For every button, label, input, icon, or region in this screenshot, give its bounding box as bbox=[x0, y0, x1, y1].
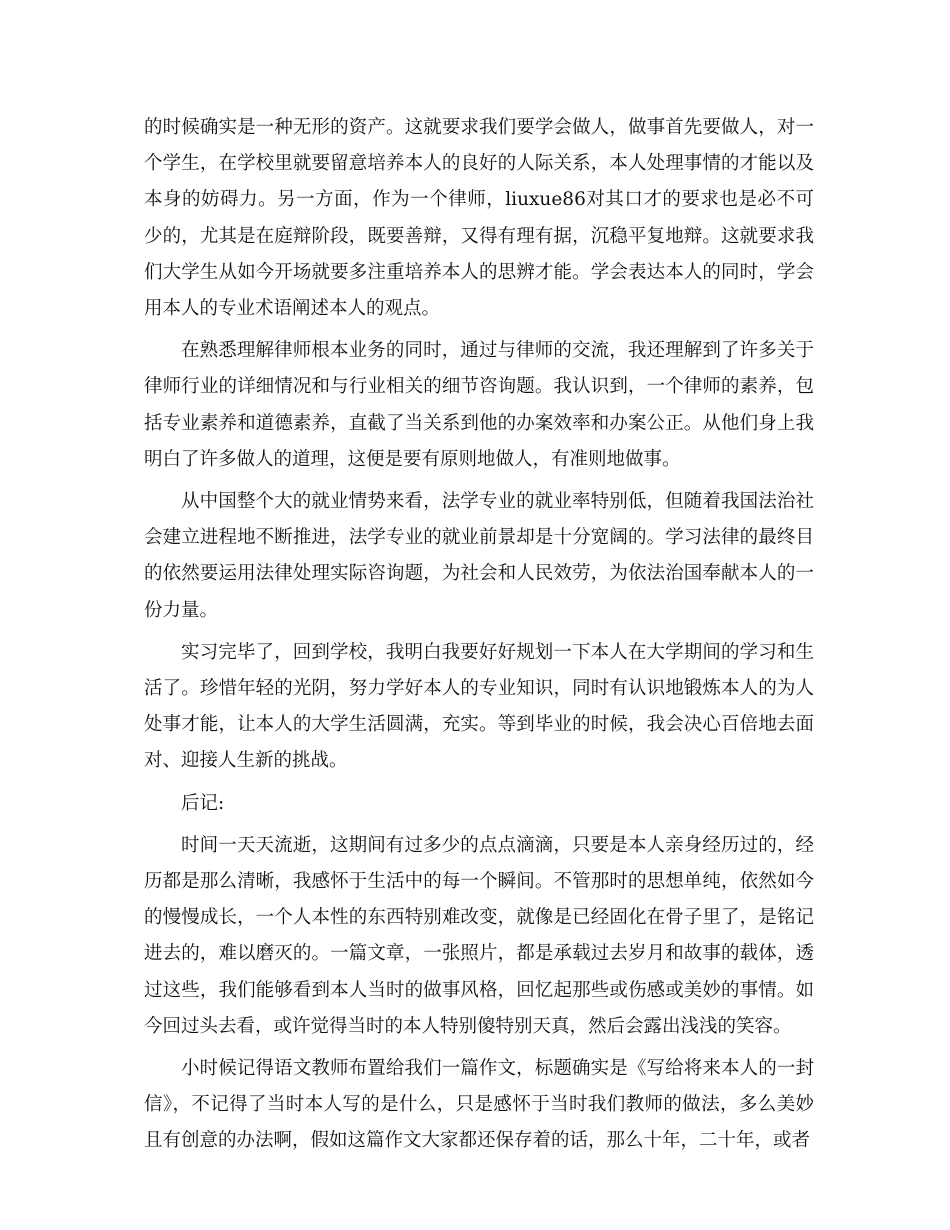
paragraph-internship-end: 实习完毕了，回到学校，我明白我要好好规划一下本人在大学期间的学习和生活了。珍惜年轻的光阴，努力学好本人的专业知识，同时有认识地锻炼本人的为人处事才能，让本人的大学生活圆满，充实。等到毕业的时候，我会决心百倍地去面对、迎接人生新的挑战。 bbox=[144, 641, 814, 772]
paragraph-employment: 从中国整个大的就业情势来看，法学专业的就业率特别低，但随着我国法治社会建立进程地不断推进，法学专业的就业前景却是十分宽阔的。学习法律的最终目的依然要运用法律处理实际咨询题，为社会和人民效劳，为依法治国奉献本人的一份力量。 bbox=[144, 491, 814, 621]
paragraph-childhood-essay: 小时候记得语文教师布置给我们一篇作文，标题确实是《写给将来本人的一封信》，不记得了当时本人写的是什么，只是感怀于当时我们教师的做法，多么美妙且有创意的办法啊，假如这篇作文大家都还保存着的话，那么十年，二十年，或者 bbox=[144, 1058, 814, 1152]
paragraph-continued: 的时候确实是一种无形的资产。这就要求我们要学会做人，做事首先要做人，对一个学生，在学校里就要留意培养本人的良好的人际关系，本人处理事情的才能以及本身的妨碍力。另一方面，作为一个律师，liuxue86对其口才的要求也是必不可少的，尤其是在庭辩阶段，既要善辩，又得有理有据，沉稳平复地辩。这就要求我们大学生从如今开场就要多注重培养本人的思辨才能。学会表达本人的同时，学会用本人的专业术语阐述本人的观点。 bbox=[144, 117, 814, 320]
paragraph-time-passing: 时间一天天流逝，这期间有过多少的点点滴滴，只要是本人亲身经历过的，经历都是那么清晰，我感怀于生活中的每一个瞬间。不管那时的思想单纯，依然如今的慢慢成长，一个人本性的东西特别难改变，就像是已经固化在骨子里了，是铭记进去的，难以磨灭的。一篇文章，一张照片，都是承载过去岁月和故事的载体，透过这些，我们能够看到本人当时的做事风格，回忆起那些或伤感或美妙的事情。如今回过头去看，或许觉得当时的本人特别傻特别天真，然后会露出浅浅的笑容。 bbox=[144, 834, 814, 1037]
document-body bbox=[144, 110, 814, 1166]
paragraph-lawyer-business: 在熟悉理解律师根本业务的同时，通过与律师的交流，我还理解到了许多关于律师行业的详细情况和与行业相关的细节咨询题。我认识到，一个律师的素养，包括专业素养和道德素养，直截了当关系到他的办案效率和办案公正。从他们身上我明白了许多做人的道理，这便是要有原则地做人，有准则地做事。 bbox=[144, 340, 814, 470]
section-heading-postscript: 后记: bbox=[181, 792, 225, 814]
